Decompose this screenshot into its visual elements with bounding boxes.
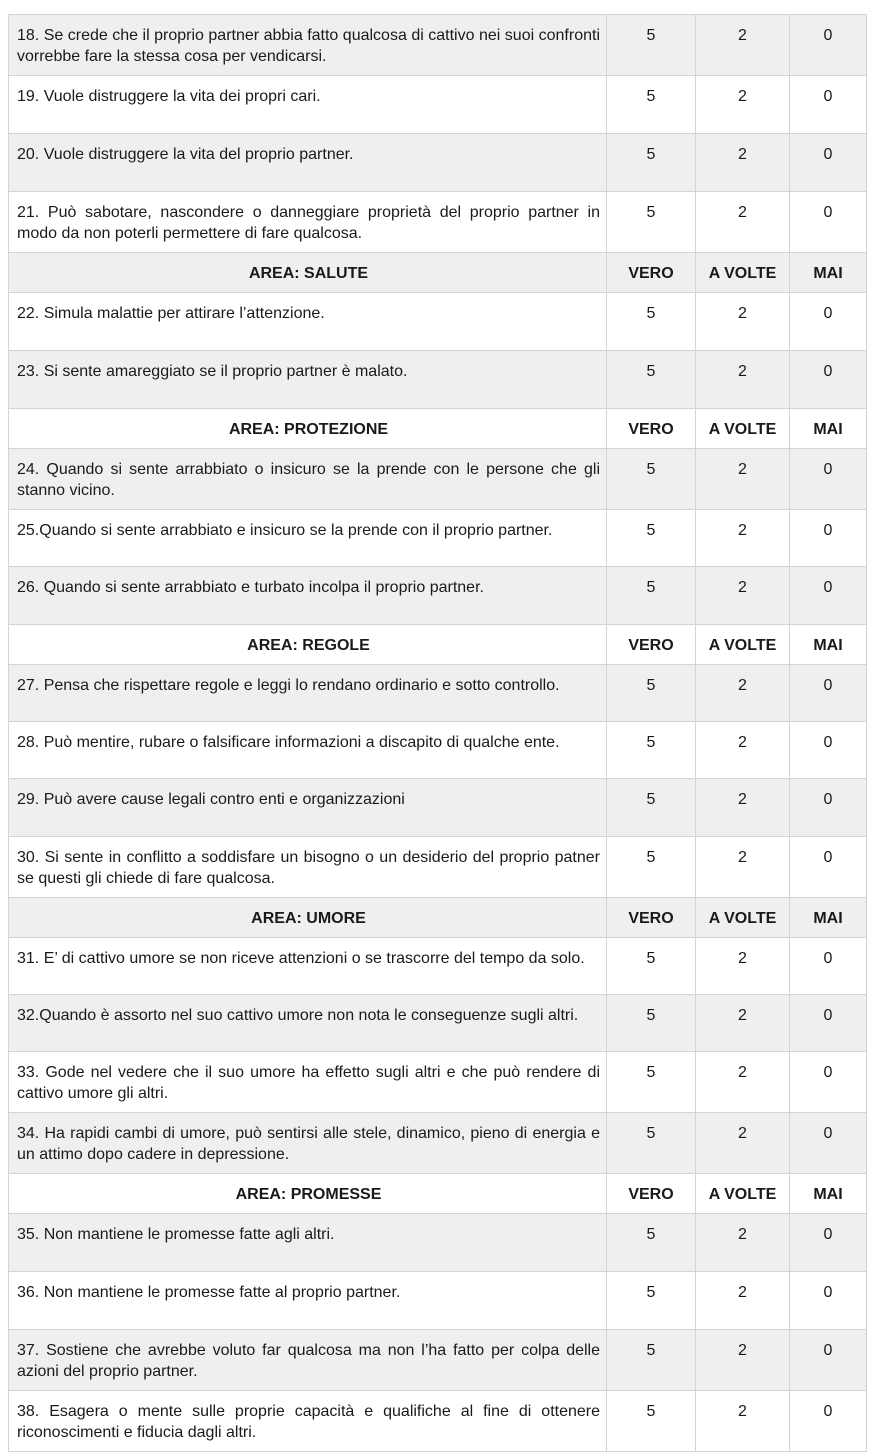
column-header-a-volte: A VOLTE	[696, 409, 790, 449]
score-mai: 0	[790, 779, 867, 837]
score-vero: 5	[607, 938, 696, 995]
column-header-mai: MAI	[790, 898, 867, 938]
section-header-row	[9, 1174, 867, 1214]
score-a-volte: 2	[696, 1113, 790, 1174]
questionnaire-table	[8, 14, 867, 1452]
section-title: AREA: REGOLE	[9, 625, 607, 665]
score-vero: 5	[607, 995, 696, 1052]
score-mai: 0	[790, 1052, 867, 1113]
question-text: 28. Può mentire, rubare o falsificare informazioni a discapito di qualche ente.	[9, 722, 607, 779]
score-a-volte: 2	[696, 134, 790, 192]
column-header-mai: MAI	[790, 409, 867, 449]
column-header-mai: MAI	[790, 1174, 867, 1214]
question-row	[9, 722, 867, 779]
question-row	[9, 567, 867, 625]
question-row	[9, 938, 867, 995]
score-vero: 5	[607, 76, 696, 134]
question-row	[9, 665, 867, 722]
questionnaire-body	[9, 15, 867, 1452]
score-mai: 0	[790, 1330, 867, 1391]
question-row	[9, 449, 867, 510]
score-mai: 0	[790, 293, 867, 351]
column-header-vero: VERO	[607, 1174, 696, 1214]
score-mai: 0	[790, 995, 867, 1052]
score-mai: 0	[790, 567, 867, 625]
score-mai: 0	[790, 1113, 867, 1174]
score-vero: 5	[607, 1214, 696, 1272]
score-a-volte: 2	[696, 1052, 790, 1113]
section-title: AREA: PROTEZIONE	[9, 409, 607, 449]
column-header-vero: VERO	[607, 409, 696, 449]
score-mai: 0	[790, 1272, 867, 1330]
score-mai: 0	[790, 510, 867, 567]
score-vero: 5	[607, 567, 696, 625]
question-row	[9, 134, 867, 192]
score-vero: 5	[607, 15, 696, 76]
score-mai: 0	[790, 76, 867, 134]
question-text: 23. Si sente amareggiato se il proprio partner è malato.	[9, 351, 607, 409]
score-a-volte: 2	[696, 192, 790, 253]
score-a-volte: 2	[696, 510, 790, 567]
question-row	[9, 1330, 867, 1391]
score-mai: 0	[790, 938, 867, 995]
question-text: 26. Quando si sente arrabbiato e turbato incolpa il proprio partner.	[9, 567, 607, 625]
score-a-volte: 2	[696, 351, 790, 409]
question-text: 31. E’ di cattivo umore se non riceve attenzioni o se trascorre del tempo da solo.	[9, 938, 607, 995]
question-text: 33. Gode nel vedere che il suo umore ha effetto sugli altri e che può rendere di cattivo umore gli altri.	[9, 1052, 607, 1113]
score-mai: 0	[790, 134, 867, 192]
score-vero: 5	[607, 837, 696, 898]
column-header-vero: VERO	[607, 253, 696, 293]
question-row	[9, 76, 867, 134]
question-text: 36. Non mantiene le promesse fatte al proprio partner.	[9, 1272, 607, 1330]
score-a-volte: 2	[696, 1272, 790, 1330]
score-a-volte: 2	[696, 995, 790, 1052]
question-text: 29. Può avere cause legali contro enti e organizzazioni	[9, 779, 607, 837]
column-header-mai: MAI	[790, 253, 867, 293]
score-a-volte: 2	[696, 938, 790, 995]
question-row	[9, 995, 867, 1052]
score-mai: 0	[790, 192, 867, 253]
score-a-volte: 2	[696, 15, 790, 76]
question-text: 19. Vuole distruggere la vita dei propri cari.	[9, 76, 607, 134]
question-row	[9, 293, 867, 351]
question-row	[9, 510, 867, 567]
column-header-vero: VERO	[607, 898, 696, 938]
question-text: 25.Quando si sente arrabbiato e insicuro se la prende con il proprio partner.	[9, 510, 607, 567]
question-text: 20. Vuole distruggere la vita del proprio partner.	[9, 134, 607, 192]
question-text: 18. Se crede che il proprio partner abbia fatto qualcosa di cattivo nei suoi confronti vorrebbe fare la stessa cosa per vendicarsi.	[9, 15, 607, 76]
question-text: 35. Non mantiene le promesse fatte agli altri.	[9, 1214, 607, 1272]
score-a-volte: 2	[696, 1391, 790, 1452]
section-title: AREA: PROMESSE	[9, 1174, 607, 1214]
section-header-row	[9, 625, 867, 665]
section-title: AREA: UMORE	[9, 898, 607, 938]
question-row	[9, 1052, 867, 1113]
question-row	[9, 15, 867, 76]
score-mai: 0	[790, 837, 867, 898]
score-a-volte: 2	[696, 1330, 790, 1391]
score-a-volte: 2	[696, 449, 790, 510]
section-title: AREA: SALUTE	[9, 253, 607, 293]
question-text: 27. Pensa che rispettare regole e leggi lo rendano ordinario e sotto controllo.	[9, 665, 607, 722]
column-header-a-volte: A VOLTE	[696, 625, 790, 665]
question-text: 24. Quando si sente arrabbiato o insicuro se la prende con le persone che gli stanno vicino.	[9, 449, 607, 510]
score-vero: 5	[607, 192, 696, 253]
score-a-volte: 2	[696, 837, 790, 898]
column-header-vero: VERO	[607, 625, 696, 665]
score-vero: 5	[607, 510, 696, 567]
question-row	[9, 837, 867, 898]
score-mai: 0	[790, 1391, 867, 1452]
score-vero: 5	[607, 293, 696, 351]
column-header-a-volte: A VOLTE	[696, 1174, 790, 1214]
score-a-volte: 2	[696, 722, 790, 779]
score-vero: 5	[607, 722, 696, 779]
question-text: 37. Sostiene che avrebbe voluto far qualcosa ma non l’ha fatto per colpa delle azioni del proprio partner.	[9, 1330, 607, 1391]
score-a-volte: 2	[696, 1214, 790, 1272]
question-row	[9, 779, 867, 837]
score-a-volte: 2	[696, 665, 790, 722]
question-row	[9, 351, 867, 409]
question-text: 32.Quando è assorto nel suo cattivo umore non nota le conseguenze sugli altri.	[9, 995, 607, 1052]
score-mai: 0	[790, 722, 867, 779]
score-mai: 0	[790, 351, 867, 409]
score-vero: 5	[607, 665, 696, 722]
question-text: 21. Può sabotare, nascondere o danneggiare proprietà del proprio partner in modo da non poterli permettere di fare qualcosa.	[9, 192, 607, 253]
question-row	[9, 1272, 867, 1330]
score-vero: 5	[607, 1272, 696, 1330]
column-header-mai: MAI	[790, 625, 867, 665]
score-a-volte: 2	[696, 567, 790, 625]
score-a-volte: 2	[696, 76, 790, 134]
question-text: 38. Esagera o mente sulle proprie capacità e qualifiche al fine di ottenere riconoscimenti e fiducia dagli altri.	[9, 1391, 607, 1452]
score-a-volte: 2	[696, 293, 790, 351]
section-header-row	[9, 409, 867, 449]
question-row	[9, 192, 867, 253]
score-vero: 5	[607, 1330, 696, 1391]
question-row	[9, 1214, 867, 1272]
score-mai: 0	[790, 449, 867, 510]
question-text: 34. Ha rapidi cambi di umore, può sentirsi alle stele, dinamico, pieno di energia e un attimo dopo cadere in depressione.	[9, 1113, 607, 1174]
score-vero: 5	[607, 779, 696, 837]
section-header-row	[9, 898, 867, 938]
score-mai: 0	[790, 15, 867, 76]
score-vero: 5	[607, 134, 696, 192]
score-vero: 5	[607, 1391, 696, 1452]
question-row	[9, 1113, 867, 1174]
column-header-a-volte: A VOLTE	[696, 898, 790, 938]
score-vero: 5	[607, 351, 696, 409]
question-row	[9, 1391, 867, 1452]
score-vero: 5	[607, 1113, 696, 1174]
question-text: 22. Simula malattie per attirare l’attenzione.	[9, 293, 607, 351]
question-text: 30. Si sente in conflitto a soddisfare un bisogno o un desiderio del proprio patner se questi gli chiede di fare qualcosa.	[9, 837, 607, 898]
score-mai: 0	[790, 665, 867, 722]
score-vero: 5	[607, 1052, 696, 1113]
score-a-volte: 2	[696, 779, 790, 837]
section-header-row	[9, 253, 867, 293]
score-vero: 5	[607, 449, 696, 510]
column-header-a-volte: A VOLTE	[696, 253, 790, 293]
score-mai: 0	[790, 1214, 867, 1272]
